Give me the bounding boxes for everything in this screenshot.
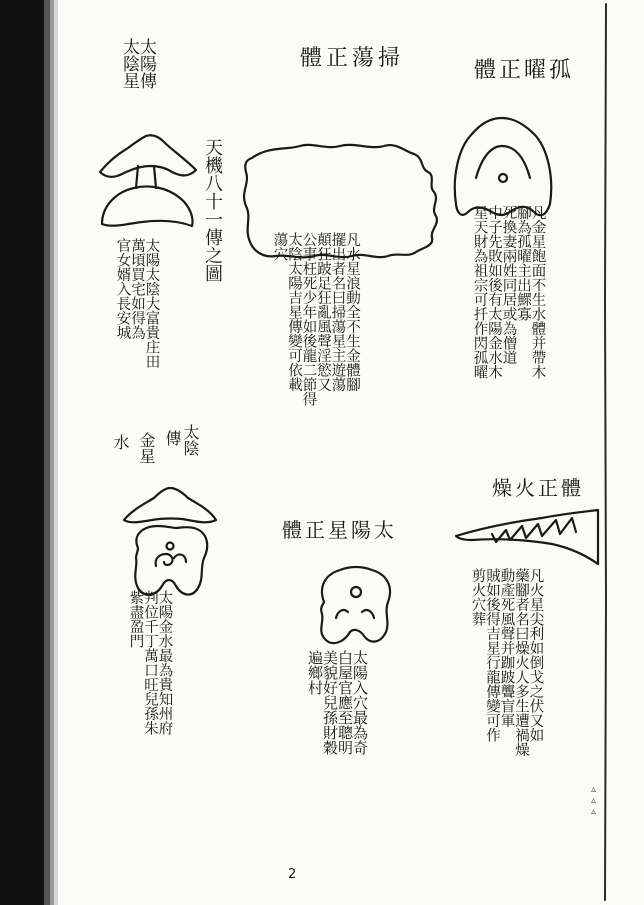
- dry-fire-figure: [452, 506, 604, 572]
- section1-text: [472, 205, 545, 465]
- guyao-figure: [448, 108, 558, 220]
- section2-line-6: 蕩穴: [271, 232, 288, 261]
- section6-line-1: 凡火星尖利如倒戈之伏又如: [527, 568, 544, 742]
- section5-title: 體正星陽太: [282, 518, 397, 542]
- section4-title-part-4: 水: [111, 434, 130, 450]
- section6-line-3: 動產死風聲并跏跛聾盲軍: [498, 568, 515, 728]
- section2-title: 體正蕩掃: [300, 46, 405, 71]
- section4-line-1: 太陽金水最為貴知州府: [156, 590, 173, 735]
- section6-line-2: 藥腳者名曰燥火人多生遭禍燥: [513, 568, 529, 757]
- section3-title: [120, 38, 154, 118]
- section2-line-3: 顛狂跛足狂亂風聲淫慾又: [315, 232, 331, 392]
- section3-line-1: 太陽太陰大富貴庄田: [143, 238, 160, 369]
- section3-title-line-1: 太陽傳: [136, 38, 156, 89]
- section1-line-3: 死換妻兩姓同居或為僧道: [500, 205, 517, 365]
- section1-line-5: 星天財為祖宗可扦作閃孤曜: [471, 205, 488, 379]
- section6-text: [470, 568, 543, 828]
- section6-side-marks: ▵▵▵: [588, 784, 599, 817]
- section6-line-4: 賊如後得吉星行龍傳變可作: [484, 568, 500, 742]
- section2-text: [272, 232, 359, 492]
- section6-title: 燥火正體: [492, 476, 584, 500]
- section2-line-1: 凡水星浪動全不生金體腳: [344, 232, 360, 392]
- section3-title-line-2: 太陰星: [119, 38, 139, 89]
- section5-line-2: 白屋官應至聰明: [336, 650, 354, 755]
- section4-text: [128, 590, 172, 830]
- section2-line-2: 擺出者名曰掃蕩星主遊蕩: [329, 232, 346, 392]
- section4-title-part-2: 傳: [163, 430, 182, 446]
- section2-line-4: 公事枉死少年如後龍二節得: [300, 232, 317, 406]
- section4-title-part-3: 金星: [137, 432, 156, 464]
- section6-line-5: 剪火穴葬: [469, 568, 486, 626]
- section4-title-part-1: 太陰: [181, 424, 200, 456]
- section1-title: 體正曜孤: [474, 58, 575, 83]
- section2-line-5: 太陰太陽吉星傳變可依載: [286, 232, 302, 392]
- section3-text: [115, 238, 159, 398]
- section5-text: [307, 650, 367, 850]
- section5-line-1: 太陽入穴最為奇: [351, 650, 369, 755]
- page-number: 2: [288, 867, 297, 882]
- section1-line-4: 中子先敗如後有太陽金水木: [486, 205, 502, 379]
- section3-line-3: 官女婿入長安城: [114, 238, 131, 340]
- sun-moon-figure: [92, 126, 204, 242]
- section5-line-4: 遍鄉村: [306, 650, 324, 695]
- section1-line-2: 腳為孤曜主出鰥寡: [515, 205, 531, 321]
- section5-line-3: 美貌好兒孫財穀: [321, 650, 339, 755]
- section1-line-1: 凡金星飽面不生水體并帶木: [529, 205, 546, 379]
- section4-line-2: 判位千丁萬口旺兒孫朱: [142, 590, 158, 735]
- section3-line-2: 萬頃買宅如得為: [129, 238, 145, 340]
- binding-edge: [0, 0, 60, 905]
- sun-star-figure: [300, 552, 410, 656]
- section3-caption: 天機八十一傳之圖: [202, 138, 223, 282]
- page-edge-line: [600, 0, 612, 905]
- section4-line-3: 紫盡盈門: [127, 590, 144, 648]
